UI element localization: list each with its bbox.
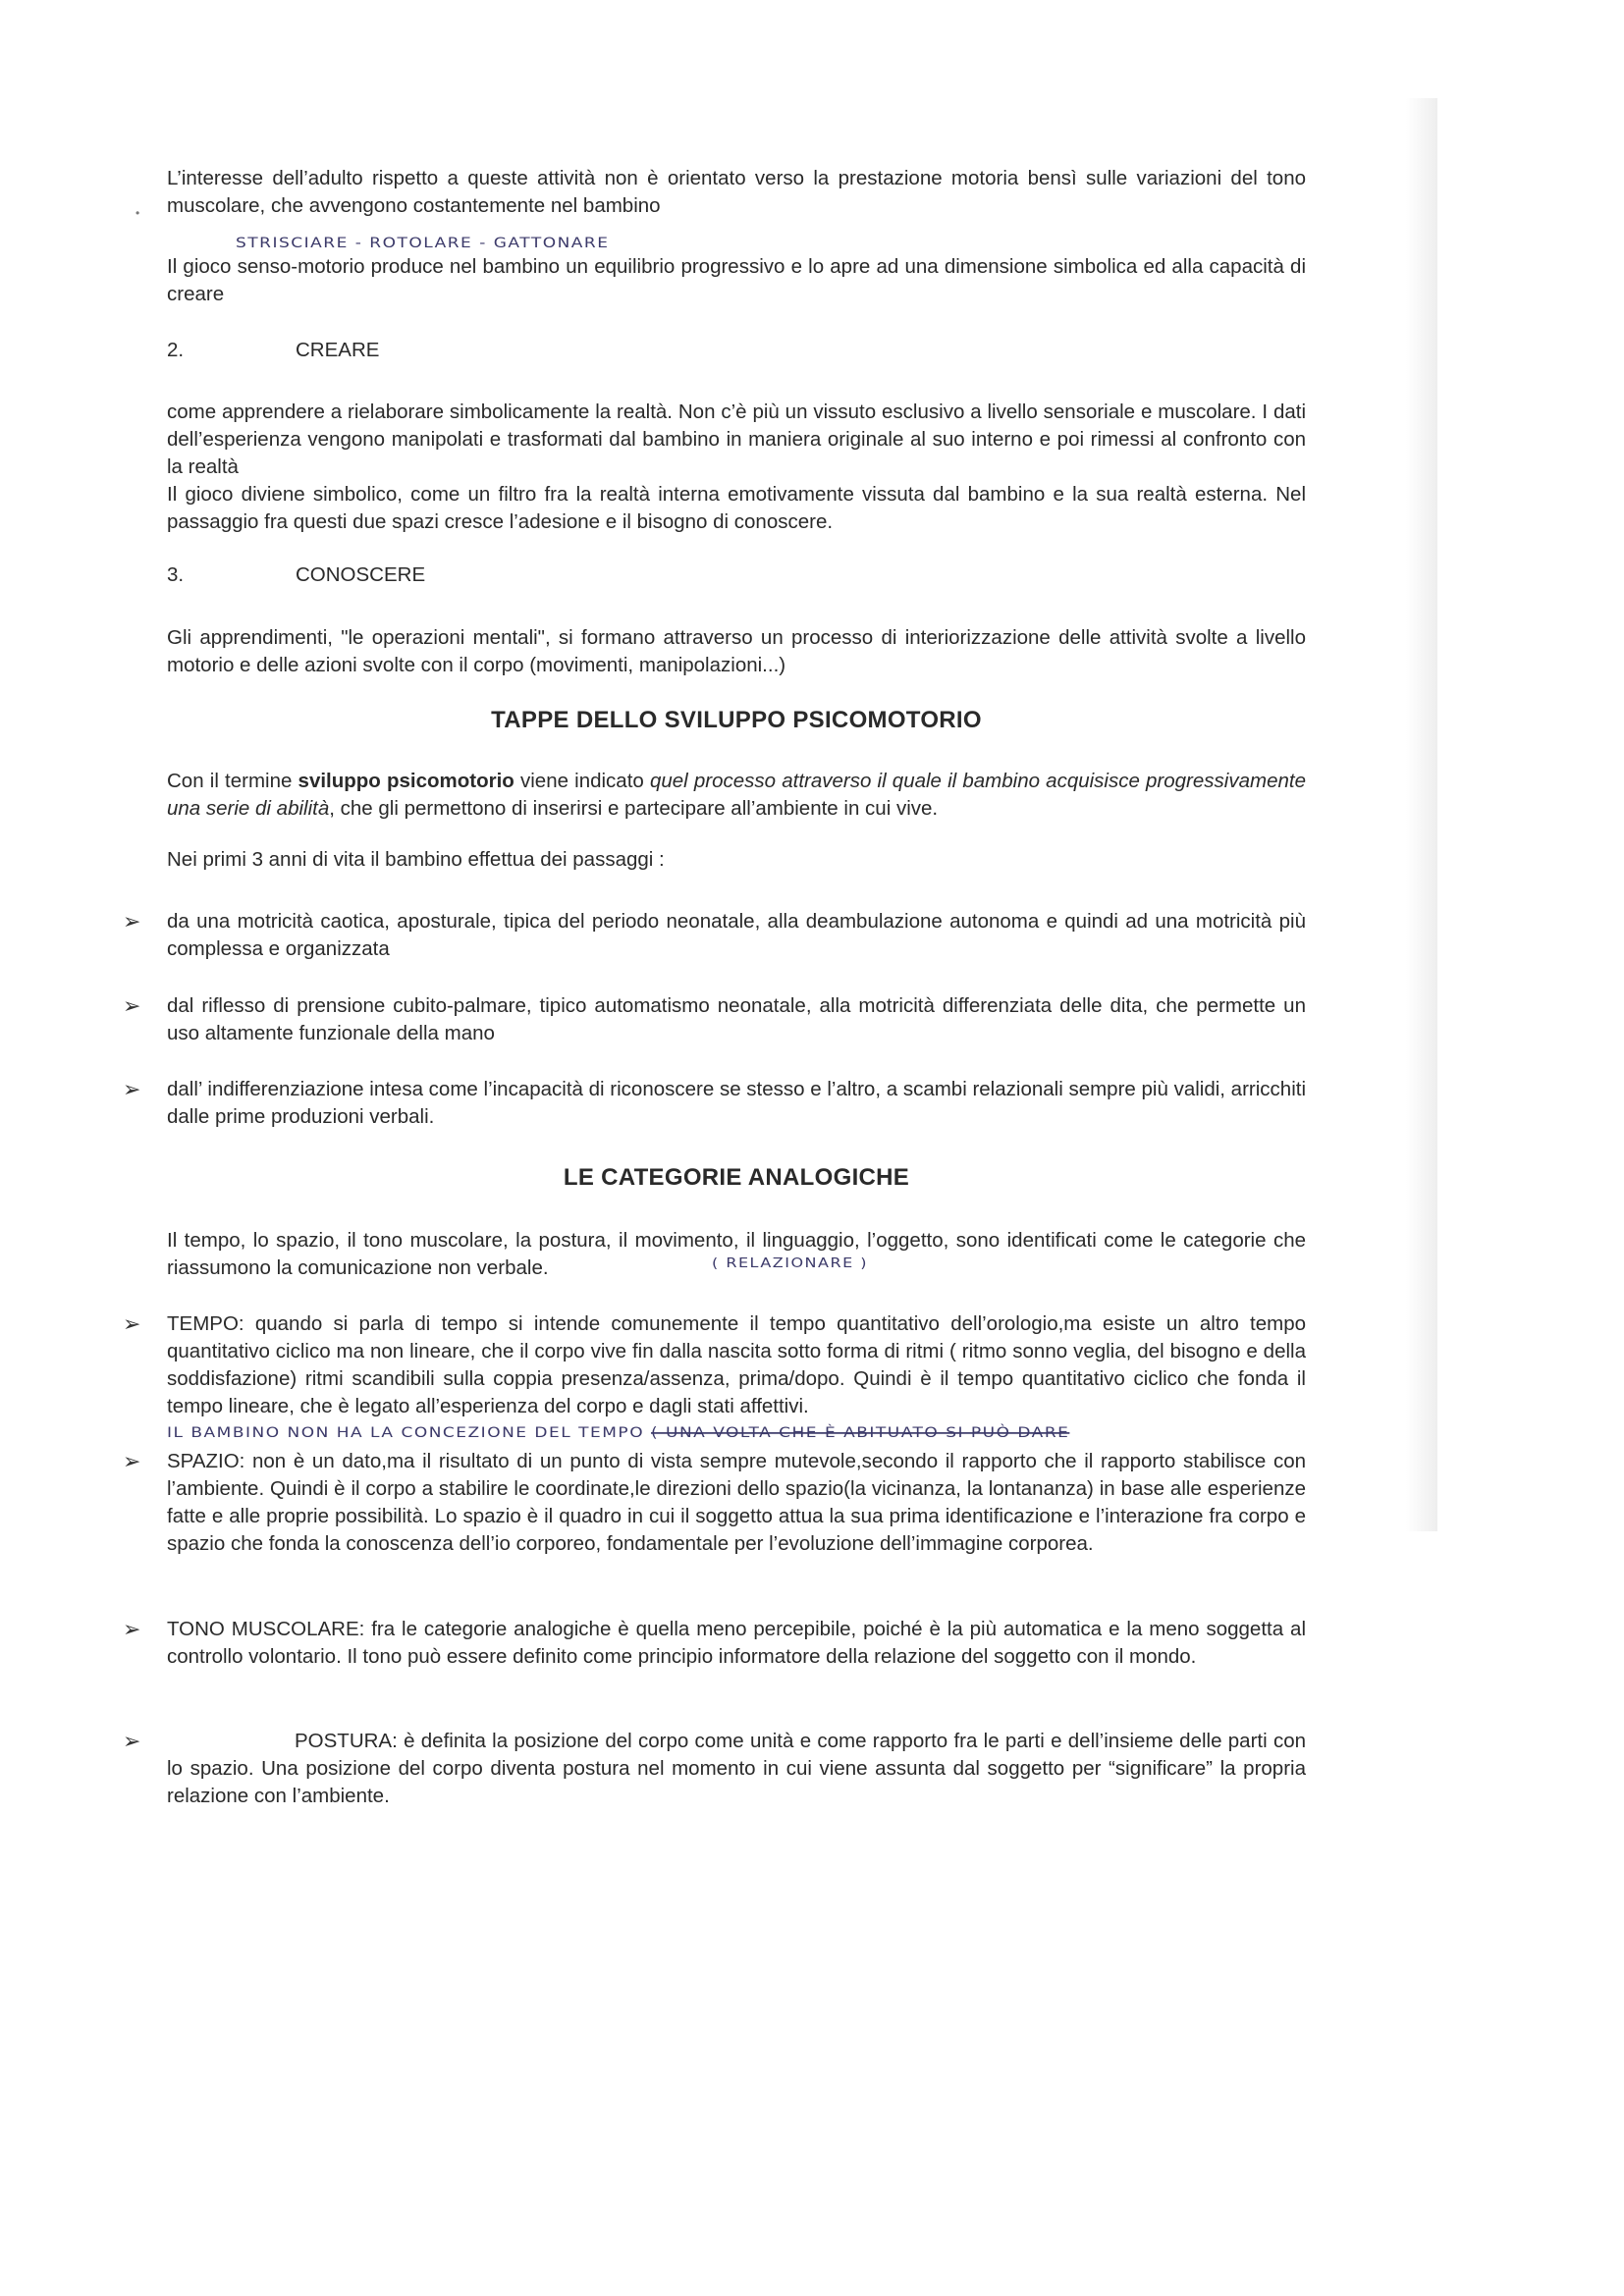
definition-text-2: viene indicato xyxy=(514,770,650,792)
category-tempo: TEMPO: quando si parla di tempo si intende comunemente il tempo quantitativo dell’orologio,ma esiste un altro tempo quantitativo ciclico ma non lineare, che il corpo vive fin dalla nascita sotto forma di ritmi ( ritmo sonno veglia, del bisogno e della soddisfazione) ritmi scandibili sulla coppia presenza/assenza, prima/dopo. Quindi è il tempo quantitativo ciclico che fonda il tempo lineare, che è legato all’esperienza del corpo e dagli stati affettivi. xyxy=(167,1312,1306,1417)
definition-term: sviluppo psicomotorio xyxy=(298,770,514,792)
arrow-bullet-icon: ➢ xyxy=(123,1077,141,1101)
list-item xyxy=(123,1728,1306,1810)
list-item xyxy=(123,992,1306,1047)
paragraph-categories-intro: Il tempo, lo spazio, il tono muscolare, la postura, il movimento, il linguaggio, l’oggetto, sono identificati come le categorie che riassumono la comunicazione non verbale. xyxy=(167,1229,1306,1279)
arrow-bullet-icon: ➢ xyxy=(123,1729,141,1753)
section-conoscere xyxy=(167,561,1306,589)
bullet-motor: da una motricità caotica, aposturale, tipica del periodo neonatale, alla deambulazione autonoma e quindi ad una motricità più complessa e organizzata xyxy=(167,910,1306,960)
section-title: CONOSCERE xyxy=(296,563,426,586)
margin-dot: • xyxy=(135,206,140,220)
handwritten-time-concept: IL BAMBINO NON HA LA CONCEZIONE DEL TEMPO xyxy=(167,1424,645,1442)
handwritten-note-movements: STRISCIARE - ROTOLARE - GATTONARE xyxy=(236,235,610,252)
paragraph-symbolic-reworking: come apprendere a rielaborare simbolicamente la realtà. Non c’è più un vissuto esclusivo a livello sensoriale e muscolare. I dati dell’esperienza vengono manipolati e trasformati dal bambino in maniera originale al suo interno e poi rimessi al confronto con la realtà xyxy=(167,400,1306,478)
bullet-grasp: dal riflesso di prensione cubito-palmare, tipico automatismo neonatale, alla motricità differenziata delle dita, che permette un uso altamente funzionale della mano xyxy=(167,994,1306,1044)
scan-margin xyxy=(1437,0,1624,2296)
handwritten-struck-note: ( UNA VOLTA CHE È ABITUATO SI PUÒ DARE xyxy=(650,1424,1070,1442)
list-item xyxy=(123,908,1306,963)
definition-italic: quel processo attraverso il quale il bambino acquisisce progressivamente una serie di abilità xyxy=(167,770,1306,820)
arrow-bullet-icon: ➢ xyxy=(123,909,141,934)
paragraph-adult-interest: L’interesse dell’adulto rispetto a queste attività non è orientato verso la prestazione motoria bensì sulle variazioni del tono muscolare, che avvengono costantemente nel bambino xyxy=(167,167,1306,217)
section-number: 2. xyxy=(167,339,185,361)
category-tono: TONO MUSCOLARE: fra le categorie analogiche è quella meno percepibile, poiché è la più automatica e la meno soggetta al controllo volontario. Il tono può essere definito come principio informatore della relazione del soggetto con il mondo. xyxy=(167,1618,1306,1668)
section-creare xyxy=(167,337,1306,364)
paragraph-sensorimotor-play: Il gioco senso-motorio produce nel bambino un equilibrio progressivo e lo apre ad una dimensione simbolica ed alla capacità di creare xyxy=(167,255,1306,305)
scan-shadow xyxy=(1406,98,1437,1531)
definition-text-3: , che gli permettono di inserirsi e partecipare all’ambiente in cui vive. xyxy=(329,797,939,820)
section-number: 3. xyxy=(167,563,185,586)
section-title: CREARE xyxy=(296,339,380,361)
paragraph-definition xyxy=(167,768,1306,823)
arrow-bullet-icon: ➢ xyxy=(123,1311,141,1336)
list-item xyxy=(123,1310,1306,1420)
arrow-bullet-icon: ➢ xyxy=(123,993,141,1018)
heading-categorie: LE CATEGORIE ANALOGICHE xyxy=(563,1164,910,1191)
definition-text-1: Con il termine xyxy=(167,770,298,792)
list-item xyxy=(123,1076,1306,1131)
list-item xyxy=(123,1448,1306,1558)
bullet-relations: dall’ indifferenziazione intesa come l’incapacità di riconoscere se stesso e l’altro, a scambi relazionali sempre più validi, arricchiti dalle prime produzioni verbali. xyxy=(167,1078,1306,1128)
arrow-bullet-icon: ➢ xyxy=(123,1617,141,1641)
arrow-bullet-icon: ➢ xyxy=(123,1449,141,1473)
handwritten-note-relazionare: ( RELAZIONARE ) xyxy=(712,1255,869,1271)
handwritten-note-time xyxy=(167,1421,1069,1445)
heading-tappe: TAPPE DELLO SVILUPPO PSICOMOTORIO xyxy=(491,707,982,733)
list-item xyxy=(123,1616,1306,1671)
paragraph-symbolic-play: Il gioco diviene simbolico, come un filtro fra la realtà interna emotivamente vissuta dal bambino e la sua realtà esterna. Nel passaggio fra questi due spazi cresce l’adesione e il bisogno di conoscere. xyxy=(167,483,1306,533)
category-spazio: SPAZIO: non è un dato,ma il risultato di un punto di vista sempre mutevole,secondo il rapporto che il rapporto stabilisce con l’ambiente. Quindi è il corpo a stabilire le coordinate,le direzioni dello spazio(la vicinanza, la lontananza) in base alle esperienze fatte e alle proprie possibilità. Lo spazio è il quadro in cui il soggetto attua la sua prima identificazione e l’interazione fra corpo e spazio che fonda la conoscenza dell’io corporeo, fondamentale per l’evoluzione dell’immagine corporea. xyxy=(167,1450,1306,1555)
category-postura: POSTURA: è definita la posizione del corpo come unità e come rapporto fra le parti e dell’insieme delle parti con lo spazio. Una posizione del corpo diventa postura nel momento in cui viene assunta dal soggetto per “significare” la propria relazione con l’ambiente. xyxy=(167,1730,1306,1807)
paragraph-learning: Gli apprendimenti, "le operazioni mentali", si formano attraverso un processo di interiorizzazione delle attività svolte a livello motorio e delle azioni svolte con il corpo (movimenti, manipolazioni...) xyxy=(167,626,1306,676)
paragraph-first-years: Nei primi 3 anni di vita il bambino effettua dei passaggi : xyxy=(167,848,665,871)
